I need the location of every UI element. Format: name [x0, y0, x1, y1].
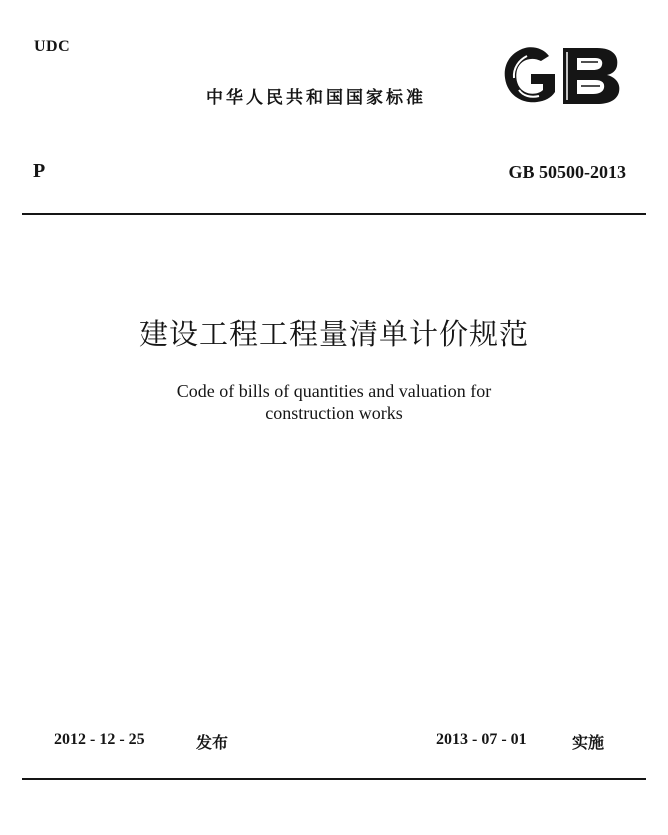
- standard-number: GB 50500-2013: [508, 162, 626, 182]
- title-english-line-2: construction works: [265, 403, 403, 423]
- category-code: P: [33, 160, 46, 182]
- title-english: [0, 380, 668, 424]
- udc-label: UDC: [34, 38, 71, 55]
- issuer-title: 中华人民共和国国家标准: [206, 88, 426, 108]
- title-english-line-1: Code of bills of quantities and valuation for: [176, 381, 492, 401]
- gb-logo: [497, 42, 625, 108]
- title-chinese: 建设工程工程量清单计价规范: [138, 317, 529, 351]
- release-label: 发布: [196, 733, 229, 752]
- effective-date: 2013 - 07 - 01: [436, 731, 527, 748]
- release-date: 2012 - 12 - 25: [54, 731, 145, 748]
- top-divider: [22, 213, 646, 215]
- bottom-divider: [22, 778, 646, 780]
- effective-label: 实施: [572, 733, 605, 752]
